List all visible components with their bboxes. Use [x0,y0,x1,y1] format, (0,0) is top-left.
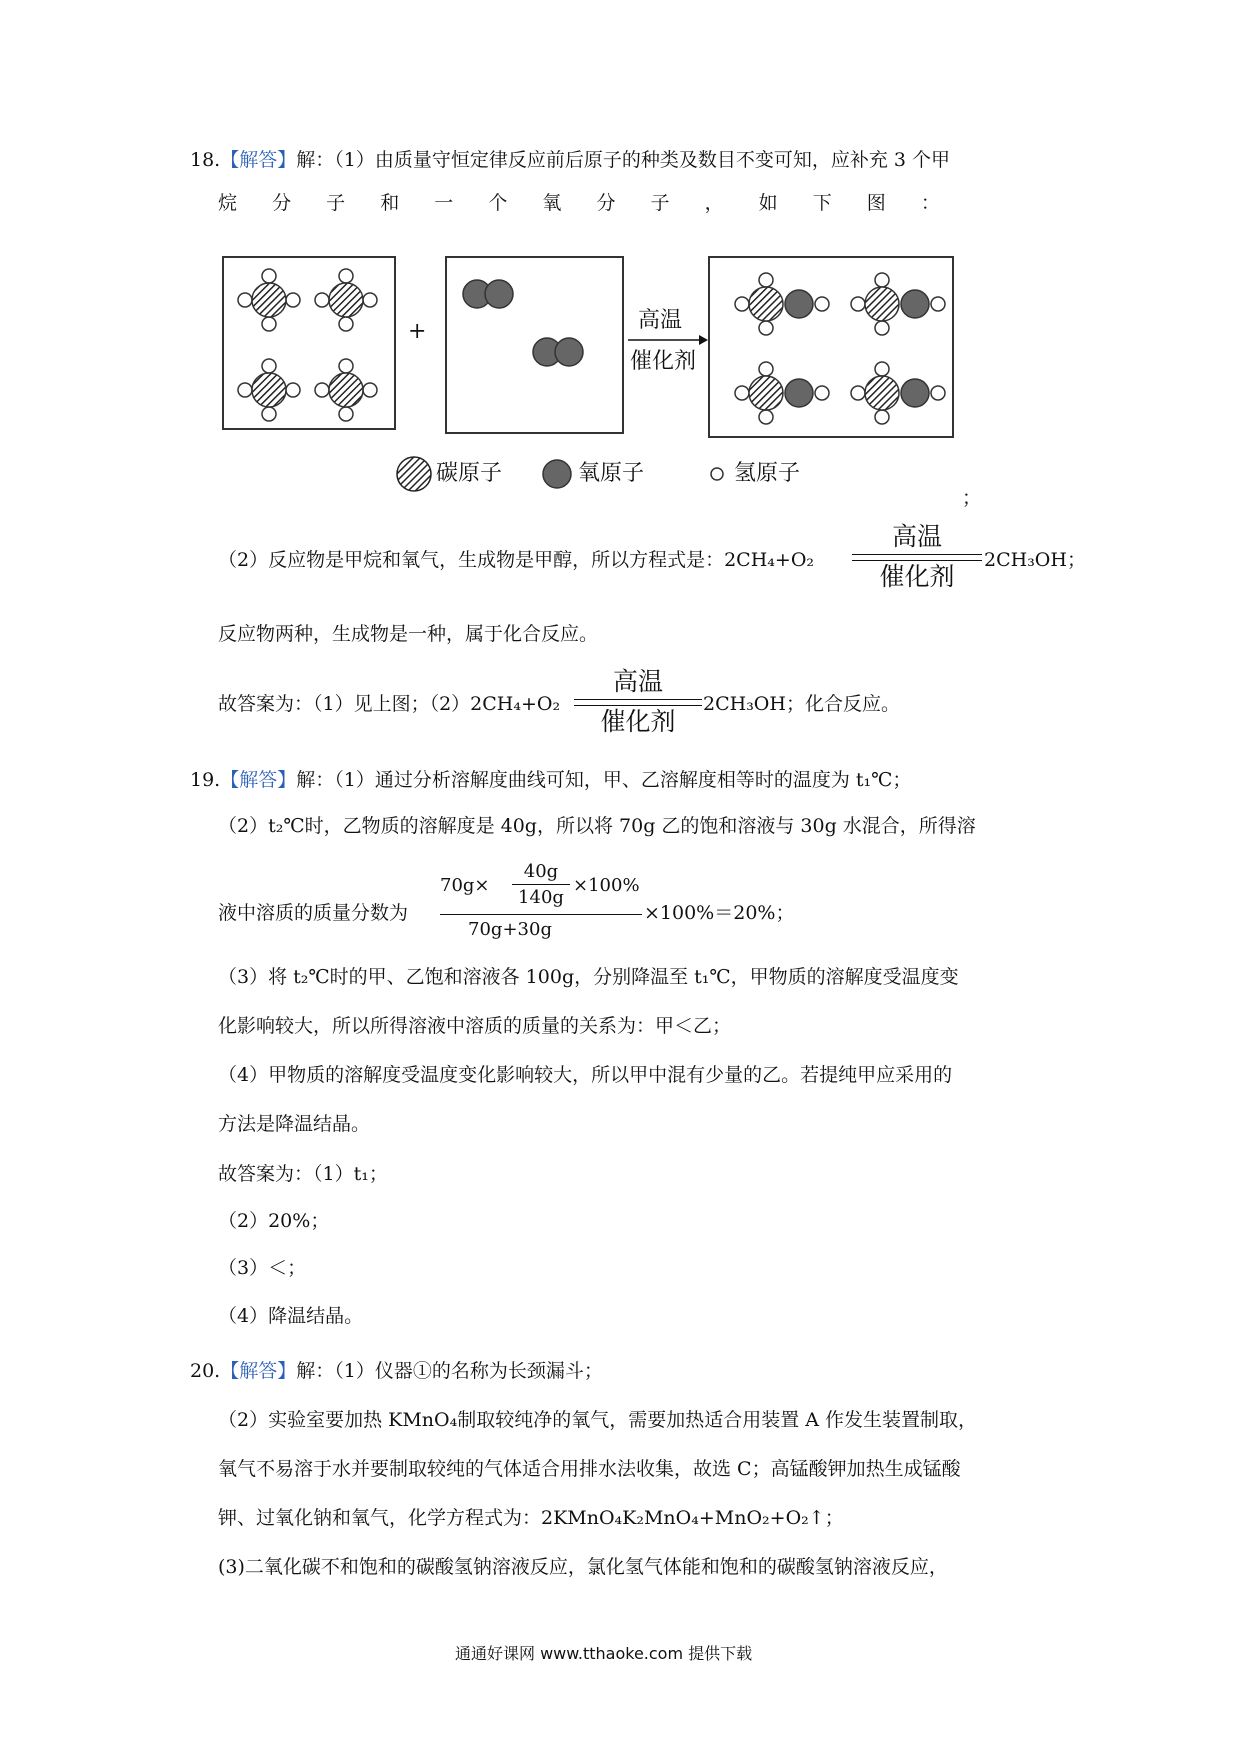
carbon-atom [749,376,783,410]
q19-line3: （3）将 t₂℃时的甲、乙饱和溶液各 100g，分别降温至 t₁℃，甲物质的溶解度受温度变 [218,966,959,988]
hydrogen-atom [875,273,889,287]
hydrogen-atom [363,293,377,307]
q19-main-fraction-line [440,914,642,915]
hydrogen-atom [262,269,276,283]
q18-line2-char: 个 [488,192,508,214]
q19-denominator: 70g+30g [468,919,552,940]
hydrogen-atom [759,362,773,376]
hydrogen-atom [759,410,773,424]
oxygen-atom [785,290,813,318]
hydrogen-atom [759,321,773,335]
q19-numerator-b: ×100% [573,875,640,896]
carbon-atom [865,376,899,410]
q18-answer-condition-bottom: 催化剂 [600,707,676,736]
q18-eq-condition-top: 高温 [891,522,942,551]
carbon-atom [865,287,899,321]
hydrogen-atom [286,293,300,307]
q18-line3-post: 2CH₃OH； [984,549,1086,571]
carbon-atom [252,283,286,317]
q18-line2-char: 和 [380,192,400,214]
q18-line2-char: 烷 [218,192,238,214]
q18-answer-double-line [574,699,702,706]
legend-hydrogen-symbol [711,468,723,480]
q20-line4: 钾、过氧化钠和氧气，化学方程式为：2KMnO₄K₂MnO₄+MnO₂+O₂↑； [218,1507,844,1529]
q18-semicolon: ； [962,487,982,509]
q20-line1 [190,1357,603,1385]
carbon-atom [329,373,363,407]
hydrogen-atom [339,407,353,421]
q18-line2-char: 氧 [542,192,562,214]
reaction-arrowhead [699,335,708,345]
q18-line2-char: ： [920,192,940,214]
q19-inner-denominator: 140g [518,887,564,908]
q20-text-line1: 解：（1）仪器①的名称为长颈漏斗； [296,1360,603,1382]
hydrogen-atom [339,317,353,331]
hydrogen-atom [931,297,945,311]
q18-line2-char: 分 [272,192,292,214]
q19-line1 [190,766,911,794]
legend-oxygen-label: 氧原子 [578,461,645,486]
hydrogen-atom [363,383,377,397]
q18-answer-condition-top: 高温 [612,667,663,696]
q18-eq-double-line [852,554,982,561]
oxygen-atom [485,280,513,308]
q18-text-line1: 解：（1）由质量守恒定律反应前后原子的种类及数目不变可知，应补充 3 个甲 [296,149,950,171]
q19-answer3: （3）＜； [218,1257,307,1279]
q20-number: 20. [190,1360,221,1382]
hydrogen-atom [759,273,773,287]
q19-number: 19. [190,769,221,791]
q19-line4: 化影响较大，所以所得溶液中溶质的质量的关系为：甲＜乙； [218,1015,732,1037]
q19-numerator-a: 70g× [440,875,490,896]
q19-answer-tag: 【解答】 [220,769,297,791]
hydrogen-atom [815,386,829,400]
carbon-atom [252,373,286,407]
q18-line2-char: 一 [434,192,454,214]
carbon-atom [749,287,783,321]
hydrogen-atom [815,297,829,311]
q18-line4: 反应物两种，生成物是一种，属于化合反应。 [218,623,599,645]
q18-line3-pre: （2）反应物是甲烷和氧气，生成物是甲醇，所以方程式是：2CH₄+O₂ [218,549,815,571]
hydrogen-atom [238,383,252,397]
hydrogen-atom [735,297,749,311]
hydrogen-atom [851,297,865,311]
q18-line2-char: 图 [866,192,886,214]
hydrogen-atom [931,386,945,400]
q19-line5: （4）甲物质的溶解度受温度变化影响较大，所以甲中混有少量的乙。若提纯甲应采用的 [218,1064,953,1086]
q19-formula-suffix: ×100%＝20%； [644,902,795,924]
q18-number: 18. [190,149,221,171]
q19-line2: （2）t₂℃时，乙物质的溶解度是 40g，所以将 70g 乙的饱和溶液与 30g 水混合，所得溶 [218,815,976,837]
carbon-atom [329,283,363,317]
q18-line2-char: 下 [812,192,832,214]
q19-inner-numerator: 40g [523,861,559,882]
hydrogen-atom [735,386,749,400]
hydrogen-atom [339,269,353,283]
hydrogen-atom [875,410,889,424]
hydrogen-atom [315,383,329,397]
q18-line2-char: 子 [326,192,346,214]
molecule-drawing [0,0,1240,520]
q20-line3: 氧气不易溶于水并要制取较纯的气体适合用排水法收集，故选 C；高锰酸钾加热生成锰酸 [218,1458,961,1480]
oxygen-atom [555,338,583,366]
q19-text-line1: 解：（1）通过分析溶解度曲线可知，甲、乙溶解度相等时的温度为 t₁℃； [296,769,912,791]
q18-answer-tag: 【解答】 [220,149,297,171]
q18-eq-condition-bottom: 催化剂 [879,562,955,591]
q19-inner-fraction-line [512,884,570,885]
oxygen-atom [785,379,813,407]
hydrogen-atom [238,293,252,307]
page-footer: 通通好课网 www.tthaoke.com 提供下载 [455,1644,753,1663]
q18-line2-char: 如 [758,192,778,214]
q20-line5: (3)二氧化碳不和饱和的碳酸氢钠溶液反应，氯化氢气体能和饱和的碳酸氢钠溶液反应， [218,1556,948,1578]
arrow-condition-bottom: 催化剂 [630,349,697,374]
oxygen-atom [901,290,929,318]
q19-answer1: 故答案为：（1）t₁； [218,1163,388,1185]
arrow-condition-top: 高温 [638,308,683,333]
legend-carbon-symbol [397,457,431,491]
hydrogen-atom [262,317,276,331]
oxygen-atom [901,379,929,407]
legend-oxygen-symbol [543,460,571,488]
q18-answer-pre: 故答案为：（1）见上图；（2）2CH₄+O₂ [218,693,561,715]
q18-line2-char: ， [704,192,724,214]
q19-answer4: （4）降温结晶。 [218,1305,364,1327]
hydrogen-atom [315,293,329,307]
q19-formula-prefix: 液中溶质的质量分数为 [218,902,409,924]
plus-sign: + [408,319,427,344]
hydrogen-atom [262,359,276,373]
hydrogen-atom [262,407,276,421]
legend-hydrogen-label: 氢原子 [734,461,801,486]
hydrogen-atom [339,359,353,373]
q19-line6: 方法是降温结晶。 [218,1113,371,1135]
q19-answer2: （2）20%； [218,1210,330,1232]
q18-answer-post: 2CH₃OH；化合反应。 [703,693,900,715]
q20-answer-tag: 【解答】 [220,1360,297,1382]
legend-carbon-label: 碳原子 [436,461,503,486]
q18-line2-char: 分 [596,192,616,214]
hydrogen-atom [875,362,889,376]
hydrogen-atom [286,383,300,397]
hydrogen-atom [875,321,889,335]
q18-line2-char: 子 [650,192,670,214]
q20-line2: （2）实验室要加热 KMnO₄制取较纯净的氧气，需要加热适合用装置 A 作发生装置制取， [218,1409,978,1431]
hydrogen-atom [851,386,865,400]
